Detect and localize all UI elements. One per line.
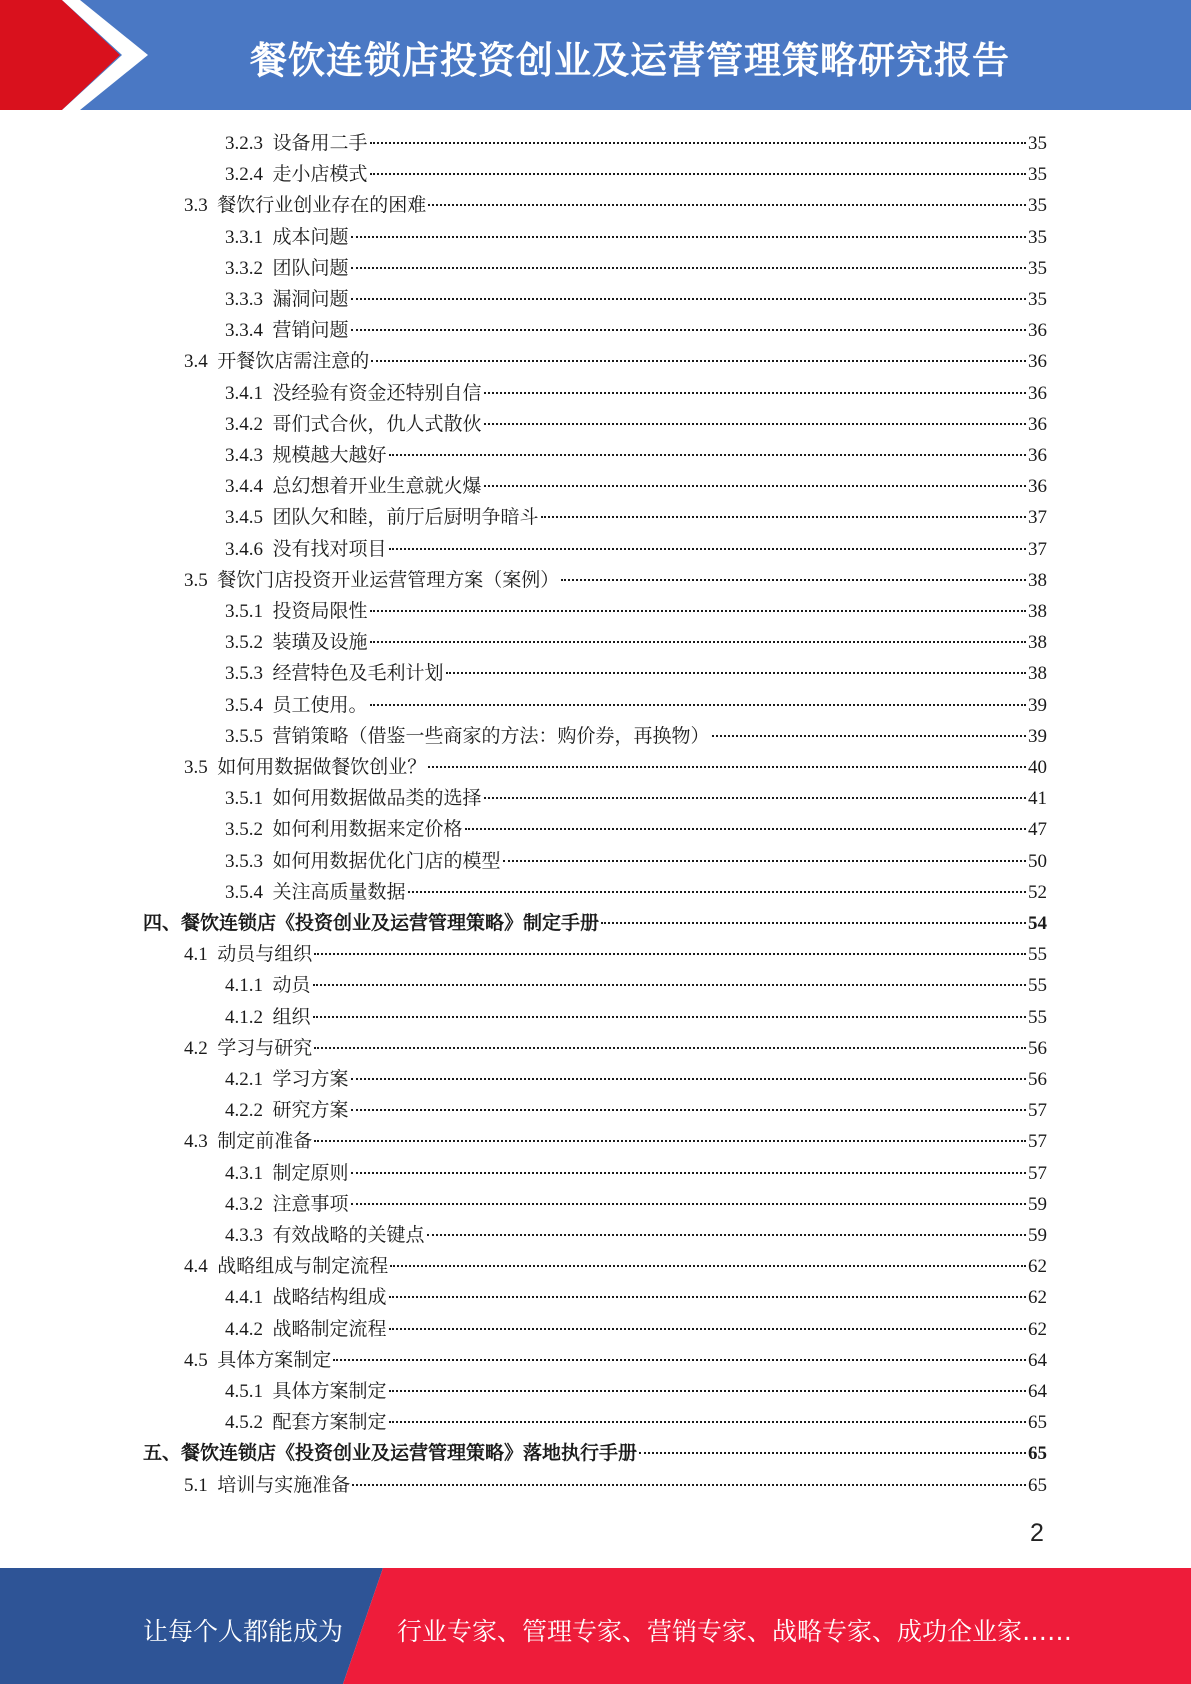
toc-entry-number: 4.3 — [184, 1131, 208, 1153]
toc-entry-page: 65 — [1028, 1443, 1047, 1465]
toc-entry[interactable] — [225, 970, 1047, 1001]
toc-entry[interactable] — [225, 814, 1047, 845]
toc-entry[interactable] — [225, 159, 1047, 190]
toc-entry-number: 4.2.1 — [225, 1069, 263, 1090]
toc-entry[interactable] — [225, 284, 1047, 315]
toc-entry-title: 培训与实施准备 — [217, 1474, 351, 1496]
toc-entry-number: 4.5 — [184, 1349, 208, 1371]
toc-entry-page: 57 — [1028, 1162, 1047, 1184]
toc-entry[interactable] — [225, 1314, 1047, 1345]
toc-dot-leader — [428, 766, 1026, 768]
toc-entry-title: 动员 — [272, 975, 311, 997]
toc-entry-title: 团队问题 — [272, 257, 349, 279]
toc-entry-title: 餐饮行业创业存在的困难 — [217, 195, 427, 217]
toc-dot-leader — [503, 860, 1026, 862]
toc-dot-leader — [351, 1109, 1026, 1111]
toc-entry-number: 3.3.4 — [225, 320, 263, 342]
toc-entry-page: 35 — [1028, 226, 1047, 248]
toc-entry-title: 关注高质量数据 — [272, 881, 406, 903]
toc-entry-page: 35 — [1028, 133, 1047, 154]
toc-dot-leader — [427, 1234, 1026, 1236]
toc-entry-title: 制定原则 — [272, 1162, 349, 1184]
toc-entry-page: 65 — [1028, 1474, 1047, 1496]
toc-entry-number: 3.5 — [184, 757, 208, 778]
toc-entry-title: 成本问题 — [272, 226, 349, 248]
toc-entry[interactable] — [225, 534, 1047, 565]
toc-entry[interactable] — [225, 1158, 1047, 1189]
toc-entry-title: 员工使用。 — [272, 694, 368, 716]
toc-entry-page: 35 — [1028, 195, 1047, 217]
toc-entry-page: 36 — [1028, 445, 1047, 466]
toc-entry-number: 3.3 — [184, 195, 208, 217]
toc-entry-page: 50 — [1028, 850, 1047, 872]
toc-entry[interactable] — [225, 409, 1047, 440]
toc-dot-leader — [465, 828, 1026, 830]
toc-entry-number: 3.2.4 — [225, 164, 263, 186]
toc-dot-leader — [370, 610, 1026, 612]
page-footer — [0, 1568, 1191, 1684]
toc-entry[interactable] — [143, 908, 1047, 939]
toc-dot-leader — [390, 1265, 1026, 1267]
toc-entry-page: 56 — [1028, 1069, 1047, 1090]
toc-entry-number: 3.4.6 — [225, 538, 263, 560]
toc-dot-leader — [351, 1078, 1026, 1080]
toc-entry-page: 55 — [1028, 944, 1047, 966]
toc-entry-title: 设备用二手 — [272, 133, 368, 154]
toc-dot-leader — [314, 1047, 1026, 1049]
toc-entry-page: 39 — [1028, 725, 1047, 747]
toc-dot-leader — [351, 1172, 1026, 1174]
toc-entry-page: 59 — [1028, 1225, 1047, 1246]
toc-entry-number: 3.4.4 — [225, 476, 263, 498]
toc-entry-title: 五、餐饮连锁店《投资创业及运营管理策略》落地执行手册 — [143, 1443, 638, 1465]
toc-entry[interactable] — [225, 253, 1047, 284]
toc-dot-leader — [428, 204, 1026, 206]
toc-entry[interactable] — [225, 1282, 1047, 1313]
toc-entry-title: 漏洞问题 — [272, 289, 349, 310]
toc-dot-leader — [352, 1484, 1026, 1486]
footer-slogan-left: 让每个人都能成为 — [143, 1617, 344, 1646]
toc-entry-title: 如何用数据做品类的选择 — [272, 788, 482, 810]
toc-entry[interactable] — [225, 596, 1047, 627]
toc-dot-leader — [408, 891, 1026, 893]
toc-entry-number: 3.3.1 — [225, 226, 263, 248]
toc-entry-page: 47 — [1028, 819, 1047, 841]
toc-entry[interactable] — [225, 502, 1047, 533]
toc-entry[interactable] — [225, 1407, 1047, 1438]
toc-entry[interactable] — [225, 877, 1047, 908]
toc-entry-title: 营销问题 — [272, 320, 349, 342]
toc-entry[interactable] — [184, 346, 1047, 377]
toc-entry-title: 投资局限性 — [272, 601, 368, 622]
toc-entry[interactable] — [225, 690, 1047, 721]
toc-entry-number: 4.3.1 — [225, 1162, 263, 1184]
toc-dot-leader — [601, 922, 1026, 924]
toc-entry-page: 65 — [1028, 1412, 1047, 1434]
toc-entry-number: 3.5 — [184, 569, 208, 591]
toc-entry-number: 4.3.2 — [225, 1193, 263, 1215]
toc-entry-page: 35 — [1028, 164, 1047, 186]
toc-entry-title: 配套方案制定 — [272, 1412, 387, 1434]
toc-dot-leader — [351, 1203, 1026, 1205]
toc-dot-leader — [370, 173, 1026, 175]
toc-entry-title: 开餐饮店需注意的 — [217, 351, 370, 373]
toc-dot-leader — [333, 1359, 1026, 1361]
toc-entry[interactable] — [184, 1126, 1047, 1157]
toc-entry-number: 4.5.2 — [225, 1412, 263, 1434]
toc-entry-number: 3.5.1 — [225, 601, 263, 622]
toc-entry-title: 注意事项 — [272, 1193, 349, 1215]
toc-entry-page: 54 — [1028, 913, 1047, 934]
toc-entry-page: 35 — [1028, 257, 1047, 279]
toc-entry-number: 3.5.2 — [225, 819, 263, 841]
toc-dot-leader — [351, 298, 1026, 300]
toc-entry-title: 没经验有资金还特别自信 — [272, 382, 482, 404]
toc-entry[interactable] — [225, 1095, 1047, 1126]
toc-entry-number: 4.5.1 — [225, 1381, 263, 1402]
toc-dot-leader — [561, 579, 1026, 581]
toc-entry-title: 营销策略（借鉴一些商家的方法：购价券，再换物） — [272, 725, 710, 747]
toc-entry-number: 3.5.3 — [225, 663, 263, 685]
toc-entry-title: 学习方案 — [272, 1069, 349, 1090]
toc-entry-page: 57 — [1028, 1100, 1047, 1122]
toc-entry-number: 4.1.1 — [225, 975, 263, 997]
toc-entry-page: 37 — [1028, 538, 1047, 560]
toc-entry[interactable] — [225, 471, 1047, 502]
toc-entry-title: 没有找对项目 — [272, 538, 387, 560]
toc-dot-leader — [351, 267, 1026, 269]
report-title: 餐饮连锁店投资创业及运营管理策略研究报告 — [250, 39, 1010, 82]
toc-entry[interactable] — [225, 658, 1047, 689]
toc-entry-number: 3.4.1 — [225, 382, 263, 404]
toc-entry-title: 战略制定流程 — [272, 1318, 387, 1340]
toc-entry[interactable] — [225, 783, 1047, 814]
toc-entry-number: 5.1 — [184, 1474, 208, 1496]
toc-entry-number: 3.4.3 — [225, 445, 263, 466]
toc-dot-leader — [313, 1016, 1026, 1018]
toc-entry-number: 3.5.3 — [225, 850, 263, 872]
toc-entry-title: 哥们式合伙，仇人式散伙 — [272, 413, 482, 435]
toc-entry-page: 36 — [1028, 413, 1047, 435]
page-header — [0, 0, 1191, 110]
toc-entry[interactable] — [225, 315, 1047, 346]
toc-dot-leader — [370, 142, 1026, 144]
toc-entry-title: 四、餐饮连锁店《投资创业及运营管理策略》制定手册 — [143, 913, 600, 934]
toc-entry-number: 3.4 — [184, 351, 208, 373]
toc-entry-number: 4.2.2 — [225, 1100, 263, 1122]
toc-entry-page: 37 — [1028, 507, 1047, 529]
toc-entry-number: 4.1.2 — [225, 1006, 263, 1028]
toc-entry-title: 具体方案制定 — [217, 1349, 332, 1371]
toc-entry-title: 具体方案制定 — [272, 1381, 387, 1402]
toc-dot-leader — [446, 672, 1026, 674]
toc-entry[interactable] — [184, 939, 1047, 970]
toc-entry-number: 3.5.5 — [225, 725, 263, 747]
toc-entry-number: 4.3.3 — [225, 1225, 263, 1246]
toc-entry-page: 62 — [1028, 1287, 1047, 1309]
toc-entry[interactable] — [184, 1470, 1047, 1501]
toc-entry-page: 64 — [1028, 1349, 1047, 1371]
toc-entry-page: 38 — [1028, 569, 1047, 591]
toc-entry-number: 3.5.4 — [225, 881, 263, 903]
toc-entry-title: 组织 — [272, 1006, 311, 1028]
toc-entry-number: 4.2 — [184, 1037, 208, 1059]
toc-dot-leader — [389, 548, 1026, 550]
toc-entry-number: 4.4.2 — [225, 1318, 263, 1340]
toc-entry[interactable] — [143, 1438, 1047, 1469]
toc-dot-leader — [314, 1140, 1026, 1142]
toc-entry-title: 动员与组织 — [217, 944, 313, 966]
toc-entry[interactable] — [184, 1033, 1047, 1064]
toc-dot-leader — [484, 423, 1026, 425]
toc-entry[interactable] — [225, 1376, 1047, 1407]
toc-entry-title: 装璜及设施 — [272, 632, 368, 654]
toc-entry[interactable] — [225, 721, 1047, 752]
toc-entry-number: 3.5.1 — [225, 788, 263, 810]
toc-entry-page: 35 — [1028, 289, 1047, 310]
toc-entry[interactable] — [225, 1002, 1047, 1033]
toc-entry[interactable] — [184, 752, 1047, 783]
toc-entry-page: 38 — [1028, 632, 1047, 654]
toc-entry-number: 4.4.1 — [225, 1287, 263, 1309]
toc-entry-page: 55 — [1028, 975, 1047, 997]
toc-entry-title: 如何利用数据来定价格 — [272, 819, 463, 841]
toc-entry-title: 如何用数据做餐饮创业？ — [217, 757, 427, 778]
toc-entry[interactable] — [225, 1064, 1047, 1095]
toc-dot-leader — [313, 984, 1026, 986]
toc-entry-page: 62 — [1028, 1256, 1047, 1278]
toc-entry-title: 规模越大越好 — [272, 445, 387, 466]
toc-dot-leader — [712, 735, 1026, 737]
toc-entry-page: 52 — [1028, 881, 1047, 903]
toc-entry-title: 学习与研究 — [217, 1037, 313, 1059]
toc-entry[interactable] — [225, 1189, 1047, 1220]
toc-dot-leader — [484, 392, 1026, 394]
toc-entry-page: 55 — [1028, 1006, 1047, 1028]
toc-entry-title: 餐饮门店投资开业运营管理方案（案例） — [217, 569, 560, 591]
toc-entry-number: 3.4.2 — [225, 413, 263, 435]
toc-entry-title: 团队欠和睦，前厅后厨明争暗斗 — [272, 507, 539, 529]
toc-entry-number: 3.5.2 — [225, 632, 263, 654]
toc-entry-page: 38 — [1028, 663, 1047, 685]
toc-dot-leader — [389, 1296, 1026, 1298]
toc-entry-page: 64 — [1028, 1381, 1047, 1402]
toc-entry-page: 36 — [1028, 320, 1047, 342]
toc-entry-number: 4.1 — [184, 944, 208, 966]
toc-entry-title: 如何用数据优化门店的模型 — [272, 850, 501, 872]
toc-dot-leader — [371, 360, 1026, 362]
toc-entry-number: 3.4.5 — [225, 507, 263, 529]
toc-entry-number: 4.4 — [184, 1256, 208, 1278]
toc-entry[interactable] — [184, 1251, 1047, 1282]
toc-entry-page: 41 — [1028, 788, 1047, 810]
toc-entry-page: 59 — [1028, 1193, 1047, 1215]
toc-entry-title: 总幻想着开业生意就火爆 — [272, 476, 482, 498]
toc-entry[interactable] — [225, 128, 1047, 159]
toc-entry-title: 研究方案 — [272, 1100, 349, 1122]
toc-dot-leader — [389, 1421, 1026, 1423]
toc-entry[interactable] — [184, 1345, 1047, 1376]
toc-entry-number: 3.2.3 — [225, 133, 263, 154]
toc-entry[interactable] — [225, 222, 1047, 253]
toc-entry-page: 36 — [1028, 382, 1047, 404]
header-arrow-decoration — [0, 0, 160, 110]
footer-slogan-right: 行业专家、管理专家、营销专家、战略专家、成功企业家…… — [397, 1617, 1073, 1646]
toc-entry-page: 39 — [1028, 694, 1047, 716]
toc-entry-title: 战略结构组成 — [272, 1287, 387, 1309]
toc-entry[interactable] — [225, 440, 1047, 471]
toc-dot-leader — [389, 454, 1026, 456]
toc-entry[interactable] — [184, 565, 1047, 596]
toc-dot-leader — [389, 1390, 1026, 1392]
toc-dot-leader — [351, 329, 1026, 331]
toc-dot-leader — [389, 1328, 1026, 1330]
toc-entry[interactable] — [225, 1220, 1047, 1251]
toc-entry-page: 40 — [1028, 757, 1047, 778]
toc-dot-leader — [541, 516, 1026, 518]
toc-dot-leader — [351, 236, 1026, 238]
toc-entry-page: 57 — [1028, 1131, 1047, 1153]
toc-entry[interactable] — [225, 846, 1047, 877]
toc-dot-leader — [484, 797, 1026, 799]
page-number: 2 — [1030, 1519, 1044, 1547]
toc-entry-page: 36 — [1028, 476, 1047, 498]
toc-entry-number: 3.3.3 — [225, 289, 263, 310]
toc-entry-page: 56 — [1028, 1037, 1047, 1059]
toc-dot-leader — [370, 704, 1026, 706]
toc-entry-number: 3.5.4 — [225, 694, 263, 716]
toc-dot-leader — [314, 953, 1026, 955]
toc-entry[interactable] — [225, 378, 1047, 409]
toc-entry-title: 战略组成与制定流程 — [217, 1256, 389, 1278]
toc-entry[interactable] — [225, 627, 1047, 658]
toc-dot-leader — [484, 485, 1026, 487]
toc-entry-title: 制定前准备 — [217, 1131, 313, 1153]
toc-entry-number: 3.3.2 — [225, 257, 263, 279]
toc-entry-page: 36 — [1028, 351, 1047, 373]
toc-entry-page: 38 — [1028, 601, 1047, 622]
toc-dot-leader — [370, 641, 1026, 643]
toc-entry-page: 62 — [1028, 1318, 1047, 1340]
toc-dot-leader — [639, 1452, 1026, 1454]
toc-entry-title: 有效战略的关键点 — [272, 1225, 425, 1246]
toc-entry-title: 经营特色及毛利计划 — [272, 663, 444, 685]
toc-entry-title: 走小店模式 — [272, 164, 368, 186]
toc-entry[interactable] — [184, 190, 1047, 221]
